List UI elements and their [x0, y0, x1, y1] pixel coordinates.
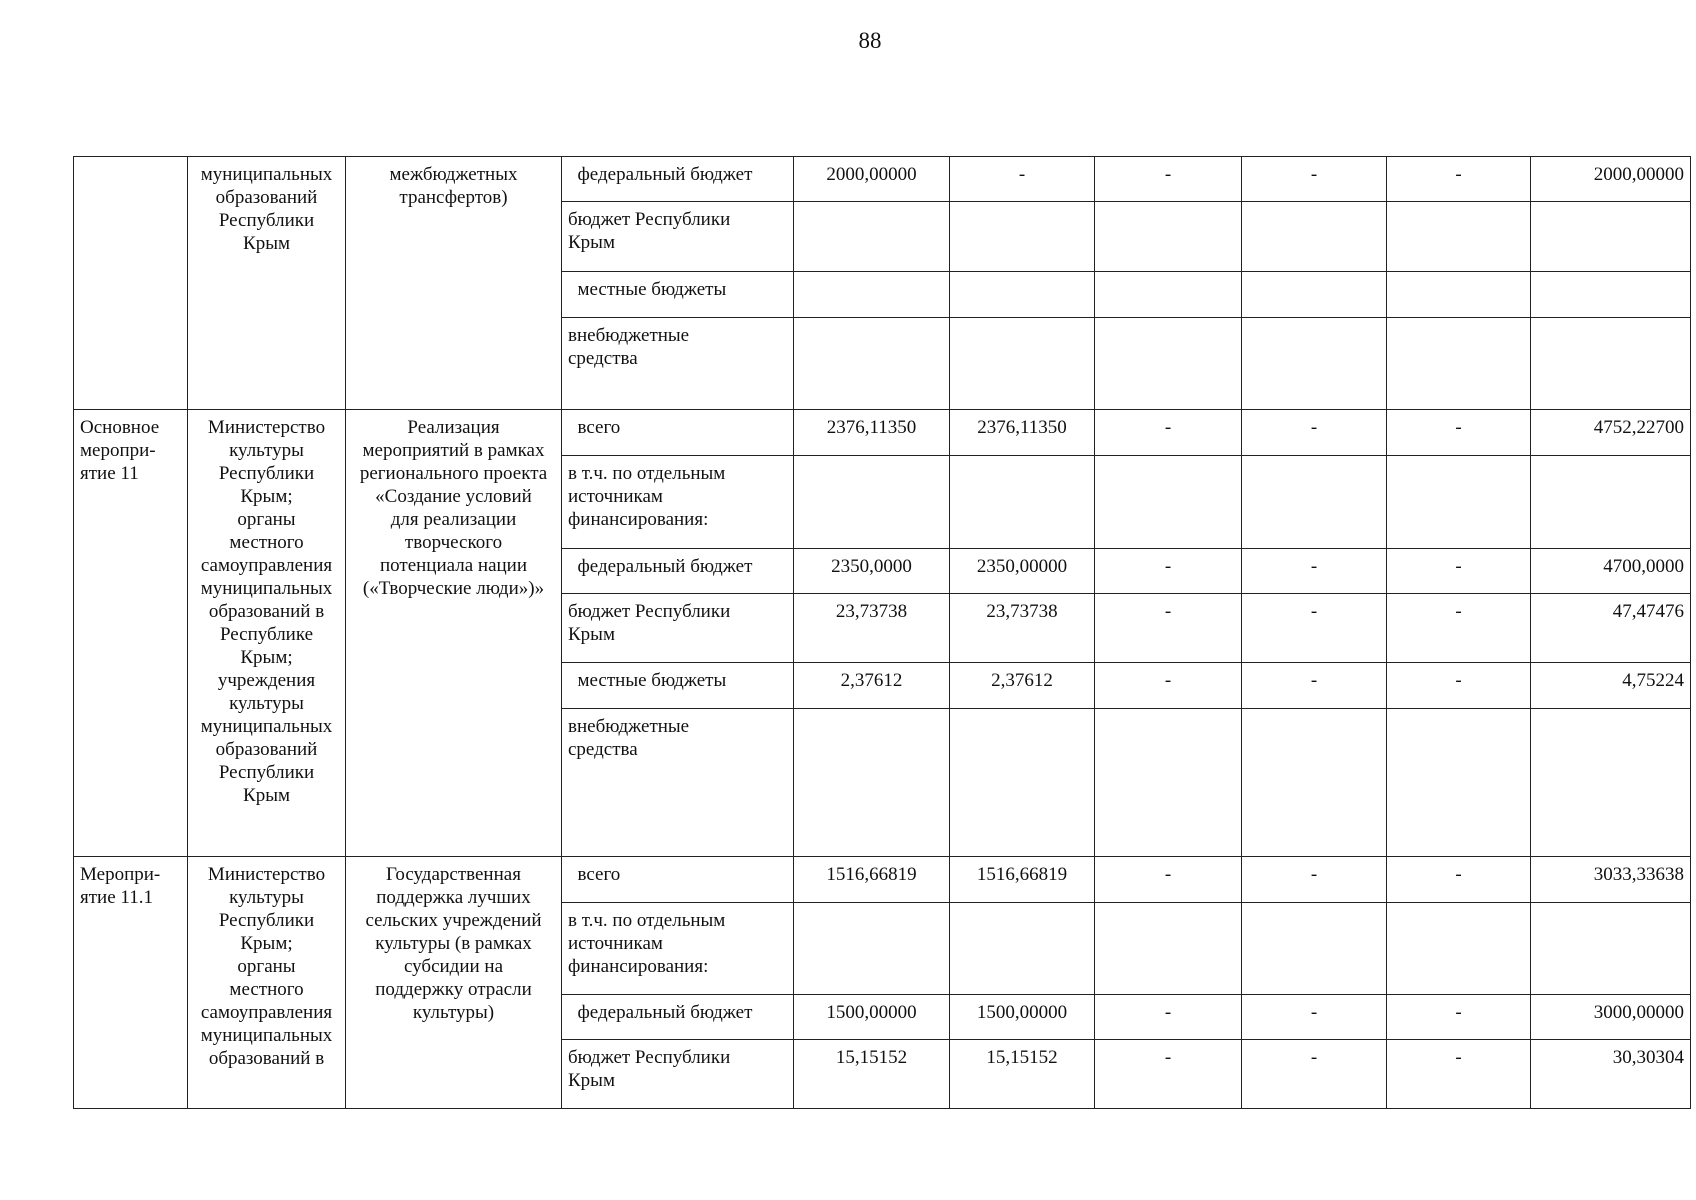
value-cell — [1387, 709, 1531, 857]
executor-line: Республики — [218, 463, 315, 484]
measure-name-line: Реализация — [407, 417, 500, 438]
dash-cell: - — [1387, 594, 1531, 663]
measure-cell: Меропри- ятие 11.1 — [74, 857, 188, 1109]
value-cell — [1095, 272, 1242, 318]
funding-source-cell: бюджет Республики Крым — [562, 1040, 794, 1109]
value-cell: 2000,00000 — [794, 157, 950, 202]
value-cell: 1516,66819 — [794, 857, 950, 903]
value-cell — [794, 709, 950, 857]
dash-cell: - — [1242, 663, 1387, 709]
value-cell: 4,75224 — [1531, 663, 1691, 709]
value-cell: 30,30304 — [1531, 1040, 1691, 1109]
dash-cell: - — [1387, 157, 1531, 202]
executor-line: муниципальных — [200, 716, 333, 737]
dash-cell: - — [1387, 857, 1531, 903]
value-cell — [950, 202, 1095, 272]
measure-name-line: («Творческие люди»)» — [362, 578, 545, 599]
measure-name-cell — [346, 410, 562, 857]
value-cell — [794, 202, 950, 272]
value-cell — [794, 318, 950, 410]
value-cell: 2350,00000 — [950, 549, 1095, 594]
executor-line: культуры — [229, 887, 304, 908]
value-cell — [794, 272, 950, 318]
dash-cell: - — [1387, 663, 1531, 709]
value-cell: 23,73738 — [950, 594, 1095, 663]
executor-cell — [188, 410, 346, 857]
dash-cell: - — [1095, 410, 1242, 456]
executor-line: муниципальных — [200, 578, 333, 599]
executor-line: Крым — [243, 233, 290, 254]
value-cell — [1387, 202, 1531, 272]
dash-cell: - — [1095, 594, 1242, 663]
measure-name-cell — [346, 157, 562, 410]
measure-name-line: субсидии на — [403, 956, 504, 977]
value-cell — [950, 903, 1095, 995]
value-cell: 23,73738 — [794, 594, 950, 663]
budget-table — [73, 156, 1691, 1109]
value-cell — [1531, 202, 1691, 272]
measure-name-line: культуры) — [412, 1002, 495, 1023]
value-cell: 1516,66819 — [950, 857, 1095, 903]
dash-cell: - — [1095, 857, 1242, 903]
value-cell — [1387, 318, 1531, 410]
measure-name-line: трансфертов) — [399, 187, 508, 208]
table-row — [74, 410, 1691, 456]
dash-cell: - — [1095, 995, 1242, 1040]
executor-line: местного — [229, 979, 304, 1000]
measure-name-line: «Создание условий — [375, 486, 532, 507]
dash-cell: - — [1242, 549, 1387, 594]
value-cell — [1095, 456, 1242, 549]
value-cell — [1387, 903, 1531, 995]
dash-cell: - — [950, 157, 1095, 202]
executor-line: органы — [237, 509, 296, 530]
value-cell — [1242, 709, 1387, 857]
measure-name-line: сельских учреждений — [365, 910, 542, 931]
executor-line: Республики — [218, 910, 315, 931]
executor-line: образований в — [208, 601, 325, 622]
dash-cell: - — [1387, 410, 1531, 456]
executor-line: Министерство — [207, 417, 326, 438]
executor-line: культуры — [229, 440, 304, 461]
value-cell — [1242, 272, 1387, 318]
executor-line: образований — [215, 187, 318, 208]
dash-cell: - — [1095, 1040, 1242, 1109]
funding-source-cell: местные бюджеты — [562, 663, 794, 709]
page-number: 88 — [858, 28, 882, 53]
value-cell: 4752,22700 — [1531, 410, 1691, 456]
value-cell — [1242, 318, 1387, 410]
executor-line: Республики — [218, 762, 315, 783]
value-cell — [1531, 709, 1691, 857]
value-cell — [794, 456, 950, 549]
value-cell — [950, 456, 1095, 549]
executor-line: Республике — [219, 624, 314, 645]
value-cell — [950, 318, 1095, 410]
measure-name-line: для реализации — [390, 509, 517, 530]
dash-cell: - — [1242, 157, 1387, 202]
executor-line: Крым; — [240, 647, 293, 668]
measure-name-cell — [346, 857, 562, 1109]
value-cell — [1387, 272, 1531, 318]
measure-name-line: Государственная — [386, 864, 521, 885]
measure-name-line: поддержка лучших — [376, 887, 531, 908]
dash-cell: - — [1387, 549, 1531, 594]
funding-source-cell: бюджет Республики Крым — [562, 202, 794, 272]
value-cell — [1095, 903, 1242, 995]
value-cell: 2,37612 — [794, 663, 950, 709]
dash-cell: - — [1095, 157, 1242, 202]
measure-name-line: культуры (в рамках — [375, 933, 532, 954]
executor-line: органы — [237, 956, 296, 977]
measure-name-line: регионального проекта — [359, 463, 548, 484]
measure-cell: Основное меропри- ятие 11 — [74, 410, 188, 857]
dash-cell: - — [1095, 663, 1242, 709]
executor-line: учреждения — [217, 670, 316, 691]
measure-name-line: поддержку отрасли — [375, 979, 532, 1000]
executor-line: культуры — [229, 693, 304, 714]
funding-source-cell: в т.ч. по отдельным источникам финансирования: — [562, 456, 794, 549]
funding-source-cell: местные бюджеты — [562, 272, 794, 318]
value-cell: 4700,0000 — [1531, 549, 1691, 594]
executor-line: Крым; — [240, 486, 293, 507]
dash-cell: - — [1242, 594, 1387, 663]
executor-line: образований — [215, 739, 318, 760]
value-cell — [950, 272, 1095, 318]
executor-line: Крым — [243, 785, 290, 806]
value-cell — [950, 709, 1095, 857]
funding-source-cell: всего — [562, 410, 794, 456]
measure-cell — [74, 157, 188, 410]
value-cell — [1242, 456, 1387, 549]
dash-cell: - — [1387, 995, 1531, 1040]
funding-source-cell: федеральный бюджет — [562, 157, 794, 202]
executor-line: местного — [229, 532, 304, 553]
value-cell: 47,47476 — [1531, 594, 1691, 663]
measure-name-line: потенциала нации — [379, 555, 528, 576]
dash-cell: - — [1387, 1040, 1531, 1109]
measure-name-line: творческого — [404, 532, 503, 553]
value-cell: 3000,00000 — [1531, 995, 1691, 1040]
value-cell: 2350,0000 — [794, 549, 950, 594]
value-cell: 2,37612 — [950, 663, 1095, 709]
value-cell: 2376,11350 — [794, 410, 950, 456]
value-cell — [1387, 456, 1531, 549]
value-cell — [794, 903, 950, 995]
executor-line: Министерство — [207, 864, 326, 885]
dash-cell: - — [1242, 857, 1387, 903]
value-cell — [1242, 202, 1387, 272]
executor-line: самоуправления — [200, 555, 333, 576]
dash-cell: - — [1095, 549, 1242, 594]
executor-cell — [188, 157, 346, 410]
funding-source-cell: внебюджетные средства — [562, 318, 794, 410]
executor-line: Республики — [218, 210, 315, 231]
funding-source-cell: федеральный бюджет — [562, 995, 794, 1040]
executor-line: Крым; — [240, 933, 293, 954]
value-cell — [1242, 903, 1387, 995]
executor-line: образований в — [208, 1048, 325, 1069]
value-cell: 2000,00000 — [1531, 157, 1691, 202]
measure-name-line: мероприятий в рамках — [362, 440, 545, 461]
dash-cell: - — [1242, 410, 1387, 456]
value-cell: 15,15152 — [794, 1040, 950, 1109]
value-cell — [1531, 318, 1691, 410]
value-cell: 1500,00000 — [794, 995, 950, 1040]
value-cell: 3033,33638 — [1531, 857, 1691, 903]
value-cell — [1531, 903, 1691, 995]
value-cell: 1500,00000 — [950, 995, 1095, 1040]
value-cell: 15,15152 — [950, 1040, 1095, 1109]
funding-source-cell: бюджет Республики Крым — [562, 594, 794, 663]
funding-source-cell: всего — [562, 857, 794, 903]
measure-name-line: межбюджетных — [389, 164, 518, 185]
table-row — [74, 857, 1691, 903]
table-row — [74, 157, 1691, 202]
dash-cell: - — [1242, 1040, 1387, 1109]
value-cell — [1095, 202, 1242, 272]
executor-line: муниципальных — [200, 164, 333, 185]
executor-line: муниципальных — [200, 1025, 333, 1046]
funding-source-cell: внебюджетные средства — [562, 709, 794, 857]
dash-cell: - — [1242, 995, 1387, 1040]
funding-source-cell: федеральный бюджет — [562, 549, 794, 594]
value-cell — [1095, 318, 1242, 410]
value-cell — [1095, 709, 1242, 857]
value-cell — [1531, 456, 1691, 549]
value-cell — [1531, 272, 1691, 318]
funding-source-cell: в т.ч. по отдельным источникам финансирования: — [562, 903, 794, 995]
value-cell: 2376,11350 — [950, 410, 1095, 456]
executor-cell — [188, 857, 346, 1109]
executor-line: самоуправления — [200, 1002, 333, 1023]
